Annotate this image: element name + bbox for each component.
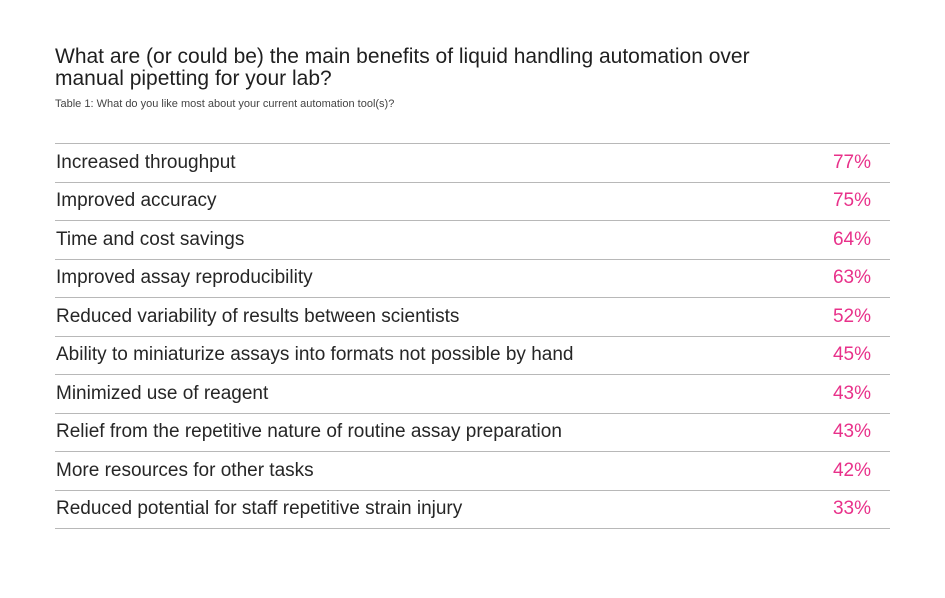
row-value: 43%: [832, 421, 871, 443]
page-title: What are (or could be) the main benefits of liquid handling automation over manual pipetting for your lab?: [55, 45, 750, 90]
row-label: Reduced potential for staff repetitive strain injury: [56, 498, 463, 520]
table-row: [55, 298, 890, 337]
row-label: Reduced variability of results between scientists: [56, 305, 460, 327]
row-value: 64%: [832, 228, 871, 250]
table-row: [55, 260, 890, 299]
table-row: [55, 375, 890, 414]
row-label: Increased throughput: [56, 151, 236, 173]
table-row: [55, 144, 890, 183]
row-label: Improved accuracy: [56, 190, 217, 212]
row-value: 33%: [832, 498, 871, 520]
row-value: 63%: [832, 267, 871, 289]
row-label: Ability to miniaturize assays into formats not possible by hand: [56, 344, 574, 366]
table-row: [55, 452, 890, 491]
benefits-table: [55, 143, 890, 529]
row-value: 43%: [832, 382, 871, 404]
row-label: Relief from the repetitive nature of routine assay preparation: [56, 421, 562, 443]
row-value: 52%: [832, 305, 871, 327]
table-row: [55, 221, 890, 260]
row-value: 42%: [832, 459, 871, 481]
table-row: [55, 183, 890, 222]
row-value: 75%: [832, 190, 871, 212]
row-label: Improved assay reproducibility: [56, 267, 313, 289]
row-label: Minimized use of reagent: [56, 382, 269, 404]
row-value: 45%: [832, 344, 871, 366]
table-row: [55, 337, 890, 376]
table-row: [55, 491, 890, 530]
table-caption: Table 1: What do you like most about your current automation tool(s)?: [55, 98, 395, 110]
row-label: More resources for other tasks: [56, 459, 314, 481]
row-label: Time and cost savings: [56, 228, 245, 250]
table-row: [55, 414, 890, 453]
row-value: 77%: [832, 151, 871, 173]
